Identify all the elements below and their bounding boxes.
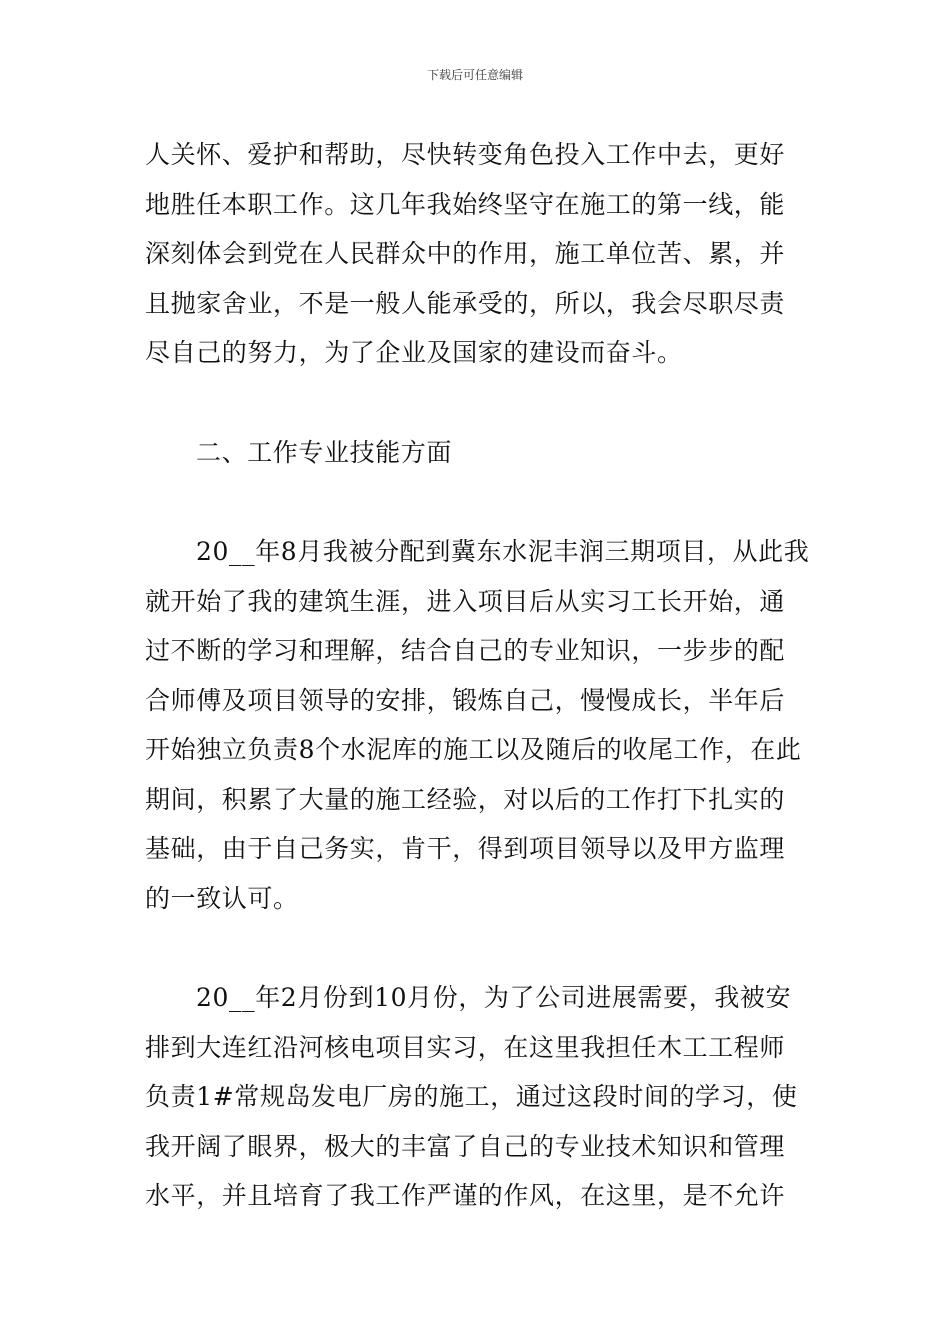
text-line: 深刻体会到党在人民群众中的作用，施工单位苦、累，并 — [145, 239, 786, 268]
document-body — [145, 130, 815, 1221]
text-line: 20__年2月份到10月份，为了公司进展需要，我被安 — [196, 983, 792, 1012]
text-line: 尽自己的努力，为了企业及国家的建设而奋斗。 — [145, 338, 683, 367]
heading-text: 二、工作专业技能方面 — [196, 437, 453, 467]
page-header-note: 下载后可任意编辑 — [426, 68, 523, 82]
text-line: 排到大连红沿河核电项目实习，在这里我担任木工工程师 — [145, 1032, 786, 1062]
paragraph-intro-continuation — [145, 130, 815, 378]
paragraph-skills-1 — [145, 527, 815, 923]
section-heading — [145, 428, 815, 478]
text-line: 地胜任本职工作。这几年我始终坚守在施工的第一线，能 — [145, 189, 786, 219]
text-line: 基础，由于自己务实，肯干，得到项目领导以及甲方监理 — [145, 834, 786, 863]
text-line: 负责1#常规岛发电厂房的施工，通过这段时间的学习，使 — [145, 1082, 798, 1111]
text-line: 且抛家舍业，不是一般人能承受的，所以，我会尽职尽责 — [145, 288, 786, 318]
text-line: 人关怀、爱护和帮助，尽快转变角色投入工作中去，更好 — [145, 140, 786, 169]
text-line: 过不断的学习和理解，结合自己的专业知识，一步步的配 — [145, 636, 786, 665]
text-line: 就开始了我的建筑生涯，进入项目后从实习工长开始，通 — [145, 586, 786, 616]
paragraph-skills-2 — [145, 973, 815, 1221]
text-line: 我开阔了眼界，极大的丰富了自己的专业技术知识和管理 — [145, 1131, 786, 1161]
text-line: 合师傅及项目领导的安排，锻炼自己，慢慢成长，半年后 — [145, 685, 786, 715]
text-line: 的一致认可。 — [145, 883, 299, 913]
text-line: 开始独立负责8个水泥库的施工以及随后的收尾工作，在此 — [145, 735, 802, 764]
text-line: 水平，并且培育了我工作严谨的作风，在这里，是不允许 — [145, 1181, 786, 1210]
text-line: 20__年8月我被分配到冀东水泥丰润三期项目，从此我 — [196, 537, 810, 566]
text-line: 期间，积累了大量的施工经验，对以后的工作打下扎实的 — [145, 784, 786, 814]
